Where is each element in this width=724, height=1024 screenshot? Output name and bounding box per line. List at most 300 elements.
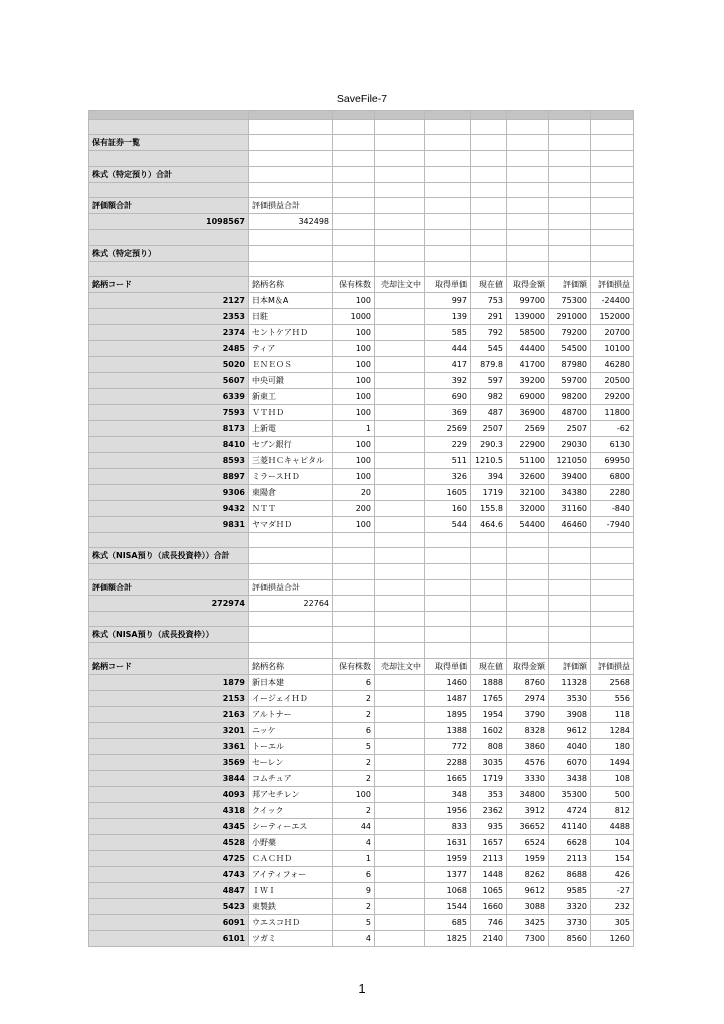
stock-code: 8410: [89, 436, 249, 452]
empty-cell: [507, 643, 549, 658]
empty-cell: [249, 182, 333, 197]
empty-cell: [549, 166, 591, 182]
stock-name: ＩＷＩ: [249, 882, 333, 898]
shares: 100: [333, 340, 375, 356]
blank-row: [89, 643, 634, 658]
profit-loss: 6130: [591, 436, 634, 452]
stock-code: 3844: [89, 770, 249, 786]
pl-total-value: 342498: [249, 214, 333, 230]
current-price: 487: [471, 404, 507, 420]
valuation: 87980: [549, 356, 591, 372]
cost-price: 585: [425, 324, 471, 340]
band-cell: [549, 111, 591, 120]
current-price: 2140: [471, 930, 507, 946]
shares: 100: [333, 324, 375, 340]
profit-loss: -7940: [591, 516, 634, 532]
empty-cell: [549, 120, 591, 135]
empty-cell: [471, 245, 507, 261]
stock-name: 東陽倉: [249, 484, 333, 500]
empty-cell: [471, 548, 507, 564]
current-price: 464.6: [471, 516, 507, 532]
empty-cell: [375, 230, 425, 245]
valuation: 11328: [549, 674, 591, 690]
stock-code: 8593: [89, 452, 249, 468]
valuation-total-value: 272974: [89, 595, 249, 611]
empty-cell: [89, 564, 249, 579]
stock-name: 日駐: [249, 308, 333, 324]
shares: 2: [333, 754, 375, 770]
cost-amount: 139000: [507, 308, 549, 324]
cost-amount: 8262: [507, 866, 549, 882]
profit-loss: 20500: [591, 372, 634, 388]
cost-price: 1388: [425, 722, 471, 738]
empty-cell: [333, 120, 375, 135]
section-title: 株式（NISA預り（成長投資枠））合計: [89, 548, 249, 564]
valuation: 31160: [549, 500, 591, 516]
empty-cell: [249, 166, 333, 182]
column-header: 銘柄コード: [89, 276, 249, 292]
profit-loss: -24400: [591, 292, 634, 308]
profit-loss: 6800: [591, 468, 634, 484]
empty-cell: [591, 135, 634, 151]
empty-cell: [425, 245, 471, 261]
sell-order: [375, 738, 425, 754]
empty-cell: [249, 230, 333, 245]
shares: 100: [333, 786, 375, 802]
empty-cell: [471, 643, 507, 658]
empty-cell: [591, 595, 634, 611]
empty-cell: [89, 151, 249, 166]
stock-name: ツガミ: [249, 930, 333, 946]
column-header: 銘柄名称: [249, 276, 333, 292]
cost-price: 1956: [425, 802, 471, 818]
empty-cell: [425, 135, 471, 151]
cost-amount: 22900: [507, 436, 549, 452]
column-header: 取得単価: [425, 276, 471, 292]
section-title: 株式（特定預り）合計: [89, 166, 249, 182]
cost-price: 417: [425, 356, 471, 372]
valuation: 3908: [549, 706, 591, 722]
empty-cell: [549, 151, 591, 166]
band-cell: [249, 111, 333, 120]
shares: 20: [333, 484, 375, 500]
cost-amount: 8328: [507, 722, 549, 738]
current-price: 2113: [471, 850, 507, 866]
valuation: 3730: [549, 914, 591, 930]
shares: 2: [333, 690, 375, 706]
sell-order: [375, 324, 425, 340]
profit-loss: -27: [591, 882, 634, 898]
empty-cell: [507, 198, 549, 214]
stock-row: [89, 706, 634, 722]
profit-loss: 4488: [591, 818, 634, 834]
empty-cell: [249, 643, 333, 658]
stock-name: シーティーエス: [249, 818, 333, 834]
cost-amount: 39200: [507, 372, 549, 388]
empty-cell: [425, 214, 471, 230]
stock-row: [89, 802, 634, 818]
column-header: 現在値: [471, 276, 507, 292]
empty-cell: [425, 166, 471, 182]
empty-cell: [471, 230, 507, 245]
empty-cell: [507, 120, 549, 135]
sell-order: [375, 340, 425, 356]
cost-price: 369: [425, 404, 471, 420]
empty-cell: [471, 151, 507, 166]
valuation: 46460: [549, 516, 591, 532]
current-price: 1660: [471, 898, 507, 914]
empty-cell: [549, 532, 591, 547]
sell-order: [375, 722, 425, 738]
empty-cell: [89, 120, 249, 135]
empty-cell: [249, 245, 333, 261]
stock-code: 2153: [89, 690, 249, 706]
sell-order: [375, 898, 425, 914]
valuation: 4040: [549, 738, 591, 754]
current-price: 1448: [471, 866, 507, 882]
stock-row: [89, 500, 634, 516]
stock-name: 新東工: [249, 388, 333, 404]
empty-cell: [591, 564, 634, 579]
cost-amount: 7300: [507, 930, 549, 946]
band-cell: [375, 111, 425, 120]
stock-name: アルトナー: [249, 706, 333, 722]
band-cell: [471, 111, 507, 120]
cost-amount: 32000: [507, 500, 549, 516]
column-header: 売却注文中: [375, 658, 425, 674]
cost-amount: 99700: [507, 292, 549, 308]
empty-cell: [375, 611, 425, 626]
stock-row: [89, 292, 634, 308]
empty-cell: [591, 230, 634, 245]
empty-cell: [333, 564, 375, 579]
current-price: 792: [471, 324, 507, 340]
profit-loss: 232: [591, 898, 634, 914]
stock-code: 8897: [89, 468, 249, 484]
cost-price: 833: [425, 818, 471, 834]
stock-code: 9306: [89, 484, 249, 500]
current-price: 1719: [471, 770, 507, 786]
empty-cell: [591, 120, 634, 135]
empty-cell: [375, 643, 425, 658]
valuation-total-label: 評価額合計: [89, 198, 249, 214]
empty-cell: [549, 198, 591, 214]
empty-cell: [333, 135, 375, 151]
empty-cell: [591, 611, 634, 626]
stock-code: 8173: [89, 420, 249, 436]
totals-value-row: [89, 595, 634, 611]
valuation-total-label: 評価額合計: [89, 579, 249, 595]
empty-cell: [333, 611, 375, 626]
empty-cell: [549, 595, 591, 611]
current-price: 290.3: [471, 436, 507, 452]
sell-order: [375, 356, 425, 372]
valuation: 6070: [549, 754, 591, 770]
stock-code: 2374: [89, 324, 249, 340]
cost-price: 1487: [425, 690, 471, 706]
column-header: 銘柄名称: [249, 658, 333, 674]
shares: 6: [333, 722, 375, 738]
sell-order: [375, 420, 425, 436]
empty-cell: [549, 182, 591, 197]
blank-row: [89, 151, 634, 166]
band-cell: [591, 111, 634, 120]
empty-cell: [333, 198, 375, 214]
empty-cell: [425, 532, 471, 547]
section-title-row: [89, 166, 634, 182]
valuation: 9585: [549, 882, 591, 898]
cost-amount: 3790: [507, 706, 549, 722]
empty-cell: [591, 548, 634, 564]
cost-amount: 41700: [507, 356, 549, 372]
stock-row: [89, 404, 634, 420]
empty-cell: [471, 261, 507, 276]
stock-code: 7593: [89, 404, 249, 420]
shares: 5: [333, 914, 375, 930]
stock-row: [89, 516, 634, 532]
column-header: 取得単価: [425, 658, 471, 674]
stock-name: ミラースＨＤ: [249, 468, 333, 484]
current-price: 1210.5: [471, 452, 507, 468]
valuation: 3438: [549, 770, 591, 786]
valuation: 59700: [549, 372, 591, 388]
empty-cell: [591, 532, 634, 547]
empty-cell: [333, 151, 375, 166]
stock-row: [89, 722, 634, 738]
stock-row: [89, 674, 634, 690]
cost-price: 772: [425, 738, 471, 754]
empty-cell: [471, 611, 507, 626]
cost-amount: 9612: [507, 882, 549, 898]
valuation: 34380: [549, 484, 591, 500]
empty-cell: [375, 532, 425, 547]
stock-row: [89, 484, 634, 500]
empty-cell: [425, 564, 471, 579]
cost-price: 1460: [425, 674, 471, 690]
profit-loss: 10100: [591, 340, 634, 356]
valuation: 121050: [549, 452, 591, 468]
blank-row: [89, 532, 634, 547]
stock-name: セブン銀行: [249, 436, 333, 452]
empty-cell: [89, 611, 249, 626]
empty-cell: [333, 166, 375, 182]
empty-cell: [591, 182, 634, 197]
empty-cell: [549, 230, 591, 245]
shares: 5: [333, 738, 375, 754]
empty-cell: [375, 120, 425, 135]
shares: 9: [333, 882, 375, 898]
profit-loss: 426: [591, 866, 634, 882]
stock-code: 4318: [89, 802, 249, 818]
stock-code: 9831: [89, 516, 249, 532]
profit-loss: 812: [591, 802, 634, 818]
stock-row: [89, 850, 634, 866]
stock-code: 3569: [89, 754, 249, 770]
current-price: 1888: [471, 674, 507, 690]
cost-price: 690: [425, 388, 471, 404]
valuation: 79200: [549, 324, 591, 340]
stock-name: 三菱ＨＣキャピタル: [249, 452, 333, 468]
stock-name: 小野薬: [249, 834, 333, 850]
empty-cell: [333, 548, 375, 564]
empty-cell: [549, 214, 591, 230]
sell-order: [375, 866, 425, 882]
section-title: 保有証券一覧: [89, 135, 249, 151]
stock-row: [89, 324, 634, 340]
profit-loss: 180: [591, 738, 634, 754]
empty-cell: [333, 579, 375, 595]
cost-price: 392: [425, 372, 471, 388]
stock-row: [89, 452, 634, 468]
empty-cell: [333, 595, 375, 611]
cost-amount: 34800: [507, 786, 549, 802]
empty-cell: [471, 198, 507, 214]
stock-name: ＣＡＣＨＤ: [249, 850, 333, 866]
shares: 1: [333, 850, 375, 866]
stock-name: アイティフォー: [249, 866, 333, 882]
section-title: 株式（特定預り）: [89, 245, 249, 261]
stock-row: [89, 388, 634, 404]
cost-price: 1665: [425, 770, 471, 786]
stock-code: 6101: [89, 930, 249, 946]
cost-price: 139: [425, 308, 471, 324]
profit-loss: 104: [591, 834, 634, 850]
shares: 100: [333, 372, 375, 388]
sell-order: [375, 372, 425, 388]
empty-cell: [375, 214, 425, 230]
empty-cell: [507, 532, 549, 547]
empty-cell: [425, 120, 471, 135]
empty-cell: [375, 595, 425, 611]
shares: 6: [333, 866, 375, 882]
empty-cell: [249, 627, 333, 643]
stock-name: ＥＮＥＯＳ: [249, 356, 333, 372]
profit-loss: 500: [591, 786, 634, 802]
stock-name: 邦アセチレン: [249, 786, 333, 802]
column-header: 売却注文中: [375, 276, 425, 292]
empty-cell: [549, 611, 591, 626]
cost-amount: 36900: [507, 404, 549, 420]
sell-order: [375, 388, 425, 404]
profit-loss: 556: [591, 690, 634, 706]
empty-cell: [591, 214, 634, 230]
column-header: 取得金額: [507, 658, 549, 674]
band-cell: [425, 111, 471, 120]
empty-cell: [249, 611, 333, 626]
sell-order: [375, 818, 425, 834]
empty-cell: [507, 151, 549, 166]
column-header-row: [89, 658, 634, 674]
empty-cell: [507, 182, 549, 197]
shares: 100: [333, 436, 375, 452]
pl-total-label: 評価損益合計: [249, 579, 333, 595]
stock-name: ヤマダＨＤ: [249, 516, 333, 532]
cost-price: 229: [425, 436, 471, 452]
valuation-total-value: 1098567: [89, 214, 249, 230]
empty-cell: [591, 627, 634, 643]
shares: 100: [333, 468, 375, 484]
empty-cell: [507, 579, 549, 595]
stock-row: [89, 930, 634, 946]
cost-price: 511: [425, 452, 471, 468]
blank-row: [89, 182, 634, 197]
empty-cell: [549, 135, 591, 151]
empty-cell: [425, 151, 471, 166]
cost-price: 1631: [425, 834, 471, 850]
stock-code: 6339: [89, 388, 249, 404]
empty-cell: [471, 595, 507, 611]
stock-row: [89, 834, 634, 850]
sell-order: [375, 690, 425, 706]
cost-price: 444: [425, 340, 471, 356]
current-price: 1065: [471, 882, 507, 898]
empty-cell: [425, 230, 471, 245]
valuation: 8560: [549, 930, 591, 946]
empty-cell: [471, 564, 507, 579]
document-title: SaveFile-7: [336, 93, 388, 105]
sell-order: [375, 754, 425, 770]
current-price: 1657: [471, 834, 507, 850]
stock-row: [89, 340, 634, 356]
profit-loss: -62: [591, 420, 634, 436]
cost-amount: 3912: [507, 802, 549, 818]
cost-amount: 44400: [507, 340, 549, 356]
empty-cell: [375, 548, 425, 564]
sell-order: [375, 914, 425, 930]
current-price: 1954: [471, 706, 507, 722]
stock-row: [89, 770, 634, 786]
section-title-row: [89, 627, 634, 643]
stock-name: 新日本建: [249, 674, 333, 690]
stock-code: 5607: [89, 372, 249, 388]
shares: 2: [333, 770, 375, 786]
stock-name: クイック: [249, 802, 333, 818]
empty-cell: [425, 198, 471, 214]
stock-name: セントケアＨＤ: [249, 324, 333, 340]
shares: 100: [333, 452, 375, 468]
empty-cell: [333, 182, 375, 197]
cost-amount: 8760: [507, 674, 549, 690]
empty-cell: [549, 643, 591, 658]
sell-order: [375, 308, 425, 324]
profit-loss: 69950: [591, 452, 634, 468]
stock-row: [89, 882, 634, 898]
stock-name: 日本M＆A: [249, 292, 333, 308]
sell-order: [375, 770, 425, 786]
empty-cell: [471, 166, 507, 182]
stock-name: ティア: [249, 340, 333, 356]
valuation: 8688: [549, 866, 591, 882]
current-price: 746: [471, 914, 507, 930]
empty-cell: [591, 579, 634, 595]
profit-loss: 305: [591, 914, 634, 930]
blank-row: [89, 611, 634, 626]
valuation: 41140: [549, 818, 591, 834]
cost-price: 160: [425, 500, 471, 516]
current-price: 597: [471, 372, 507, 388]
stock-row: [89, 356, 634, 372]
shares: 4: [333, 834, 375, 850]
blank-row: [89, 261, 634, 276]
sell-order: [375, 292, 425, 308]
cost-price: 544: [425, 516, 471, 532]
shares: 6: [333, 674, 375, 690]
column-header-row: [89, 276, 634, 292]
stock-name: 東製鉄: [249, 898, 333, 914]
current-price: 1765: [471, 690, 507, 706]
current-price: 2507: [471, 420, 507, 436]
empty-cell: [425, 627, 471, 643]
